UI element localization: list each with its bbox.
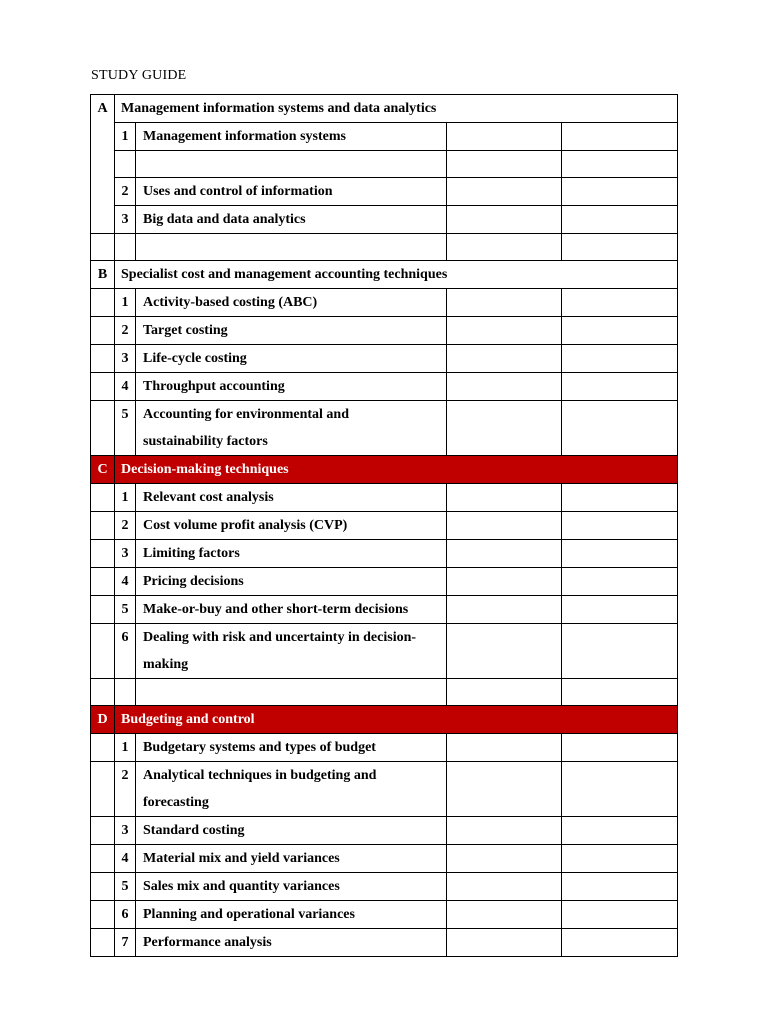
blank-cell [562,845,678,873]
blank-cell [562,901,678,929]
blank-cell [447,845,562,873]
item-number: 4 [115,373,136,401]
blank-cell [136,151,447,178]
item-topic [136,624,447,679]
table-row [91,873,678,901]
section-header-row-highlighted [91,456,678,484]
item-topic-line: sustainability factors [143,434,268,449]
blank-cell [447,512,562,540]
item-number: 5 [115,596,136,624]
section-header-row-highlighted [91,706,678,734]
blank-cell [447,151,562,178]
table-row [91,206,678,234]
table-row [91,317,678,345]
blank-cell [447,929,562,957]
spacer-row [91,234,678,261]
item-topic: Relevant cost analysis [136,484,447,512]
table-row [91,817,678,845]
blank-cell [562,762,678,817]
item-number: 1 [115,289,136,317]
item-topic: Performance analysis [136,929,447,957]
blank-cell [562,151,678,178]
blank-cell [562,317,678,345]
section-letter: C [91,456,115,484]
table-row [91,123,678,151]
blank-cell [562,289,678,317]
blank-cell [447,568,562,596]
table-row [91,345,678,373]
table-row [91,484,678,512]
section-letter: B [91,261,115,289]
table-row [91,624,678,679]
item-number: 2 [115,762,136,817]
blank-cell [562,484,678,512]
blank-cell [562,512,678,540]
table-row [91,289,678,317]
blank-cell [447,540,562,568]
study-guide-table [90,94,678,957]
item-topic: Budgetary systems and types of budget [136,734,447,762]
item-topic: Uses and control of information [136,178,447,206]
item-topic-line: forecasting [143,795,209,810]
blank-cell [447,817,562,845]
blank-cell [447,624,562,679]
table-row [91,373,678,401]
table-row [91,151,678,178]
item-number: 5 [115,401,136,456]
item-number: 4 [115,568,136,596]
blank-cell [447,762,562,817]
blank-cell [447,289,562,317]
table-row [91,540,678,568]
blank-cell [447,178,562,206]
spacer-row [91,679,678,706]
item-number: 1 [115,734,136,762]
blank-cell [447,123,562,151]
section-header-row [91,261,678,289]
item-number: 5 [115,873,136,901]
item-number: 4 [115,845,136,873]
section-header-row [91,95,678,123]
blank-cell [562,568,678,596]
blank-cell [562,596,678,624]
table-row [91,929,678,957]
item-topic: Life-cycle costing [136,345,447,373]
section-letter: A [91,95,115,123]
table-row [91,762,678,817]
table-row [91,512,678,540]
blank-cell [562,540,678,568]
blank-cell [447,317,562,345]
section-title: Specialist cost and management accounting techniques [115,261,678,289]
blank-cell [115,151,136,178]
item-topic-line: Accounting for environmental and [143,407,349,422]
table-row [91,178,678,206]
item-number: 3 [115,345,136,373]
item-topic-line: Analytical techniques in budgeting and [143,768,377,783]
item-topic: Big data and data analytics [136,206,447,234]
section-title: Decision-making techniques [115,456,678,484]
item-topic-line: Dealing with risk and uncertainty in decision- [143,630,417,645]
item-topic: Make-or-buy and other short-term decisions [136,596,447,624]
item-topic: Pricing decisions [136,568,447,596]
blank-cell [447,401,562,456]
blank-cell [562,206,678,234]
blank-cell [562,123,678,151]
item-topic: Standard costing [136,817,447,845]
item-topic: Material mix and yield variances [136,845,447,873]
blank-cell [562,817,678,845]
item-number: 2 [115,512,136,540]
item-number: 3 [115,206,136,234]
table-row [91,596,678,624]
blank-cell [447,734,562,762]
blank-cell [447,873,562,901]
blank-cell [447,373,562,401]
blank-cell [562,178,678,206]
blank-cell [562,345,678,373]
document-title: STUDY GUIDE [91,68,187,83]
item-topic: Sales mix and quantity variances [136,873,447,901]
blank-cell [447,901,562,929]
item-number: 2 [115,317,136,345]
blank-cell [562,401,678,456]
item-topic: Cost volume profit analysis (CVP) [136,512,447,540]
item-number: 1 [115,123,136,151]
blank-cell [447,596,562,624]
item-topic-line: making [143,657,189,672]
item-number: 3 [115,817,136,845]
blank-cell [447,345,562,373]
item-number: 3 [115,540,136,568]
item-topic [136,762,447,817]
item-topic: Throughput accounting [136,373,447,401]
table-row [91,901,678,929]
item-number: 2 [115,178,136,206]
table-row [91,568,678,596]
section-letter: D [91,706,115,734]
blank-cell [447,484,562,512]
item-topic: Activity-based costing (ABC) [136,289,447,317]
item-number: 6 [115,624,136,679]
blank-cell [562,373,678,401]
blank-cell [562,624,678,679]
item-number: 1 [115,484,136,512]
table-row [91,734,678,762]
item-number: 7 [115,929,136,957]
item-topic: Target costing [136,317,447,345]
section-title: Budgeting and control [115,706,678,734]
blank-cell [447,206,562,234]
item-topic [136,401,447,456]
table-row [91,401,678,456]
item-number: 6 [115,901,136,929]
table-row [91,845,678,873]
blank-cell [562,929,678,957]
item-topic: Management information systems [136,123,447,151]
blank-cell [562,734,678,762]
blank-cell [562,873,678,901]
item-topic: Planning and operational variances [136,901,447,929]
section-title: Management information systems and data analytics [115,95,678,123]
item-topic: Limiting factors [136,540,447,568]
